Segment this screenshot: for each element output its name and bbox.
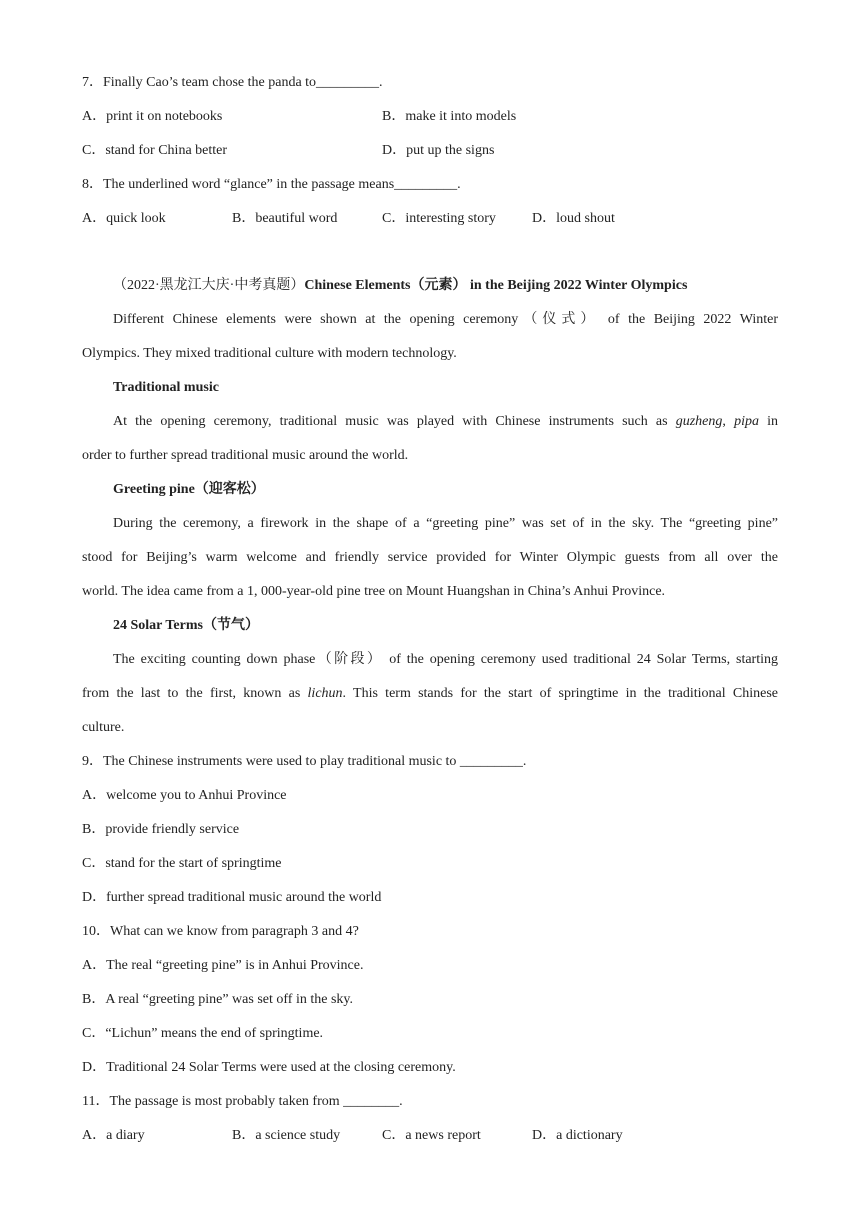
term-lichun: lichun <box>307 686 343 701</box>
q10-option-d: D．Traditional 24 Solar Terms were used at the closing ceremony. <box>82 1060 456 1075</box>
q10-option-b: B．A real “greeting pine” was set off in the sky. <box>82 992 353 1007</box>
q9-option-b: B．provide friendly service <box>82 822 240 837</box>
passage-p4-line1: The exciting counting down phase（阶段） of the opening ceremony used traditional 24 Solar Terms, starting <box>113 652 778 667</box>
q7-option-b: B．make it into models <box>382 109 517 124</box>
passage-p4-line3: culture. <box>82 720 125 735</box>
q11-stem: 11．The passage is most probably taken from ________. <box>82 1094 403 1109</box>
q8-option-a: A．quick look <box>82 211 166 226</box>
passage-p3-line1: During the ceremony, a firework in the shape of a “greeting pine” was set of in the sky. The “greeting pine” <box>113 516 778 531</box>
passage-p3-line3: world. The idea came from a 1, 000-year-old pine tree on Mount Huangshan in China’s Anhui Province. <box>82 584 666 599</box>
q11-option-c: C．a news report <box>382 1128 481 1143</box>
q8-option-d: D．loud shout <box>532 211 615 226</box>
passage-p1-line2: Olympics. They mixed traditional culture with modern technology. <box>82 346 457 361</box>
q9-option-c: C．stand for the start of springtime <box>82 856 282 871</box>
passage-source: （2022·黑龙江大庆·中考真题） <box>113 278 305 293</box>
passage-p2-line1: At the opening ceremony, traditional music was played with Chinese instruments such as guzheng, pipa in <box>113 414 778 429</box>
q7-option-d: D．put up the signs <box>382 143 495 158</box>
q8-stem: 8．The underlined word “glance” in the passage means_________. <box>82 177 461 192</box>
q10-stem: 10．What can we know from paragraph 3 and 4? <box>82 924 359 939</box>
section-heading-solar-terms: 24 Solar Terms（节气） <box>113 618 259 633</box>
q10-option-a: A．The real “greeting pine” is in Anhui Province. <box>82 958 364 973</box>
passage-title: Chinese Elements（元素） in the Beijing 2022 Winter Olympics <box>304 278 688 293</box>
q9-stem: 9．The Chinese instruments were used to play traditional music to _________. <box>82 754 527 769</box>
passage-p4-line2: from the last to the first, known as lichun. This term stands for the start of springtime in the traditional Chinese <box>82 686 778 701</box>
q11-option-a: A．a diary <box>82 1128 145 1143</box>
q7-option-a: A．print it on notebooks <box>82 109 223 124</box>
q10-option-c: C．“Lichun” means the end of springtime. <box>82 1026 324 1041</box>
passage-p1-line1: Different Chinese elements were shown at the opening ceremony（仪式） of the Beijing 2022 Winter <box>113 312 778 327</box>
passage-heading <box>113 276 687 296</box>
term-guzheng: guzheng <box>675 414 723 429</box>
q7-stem: 7．Finally Cao’s team chose the panda to_________. <box>82 75 383 90</box>
q8-option-c: C．interesting story <box>382 211 496 226</box>
q11-option-b: B．a science study <box>232 1128 341 1143</box>
q9-option-a: A．welcome you to Anhui Province <box>82 788 287 803</box>
passage-p2-line2: order to further spread traditional music around the world. <box>82 448 409 463</box>
q11-option-d: D．a dictionary <box>532 1128 623 1143</box>
section-heading-greeting-pine: Greeting pine（迎客松） <box>113 482 265 497</box>
q9-option-d: D．further spread traditional music around the world <box>82 890 382 905</box>
q7-option-c: C．stand for China better <box>82 143 228 158</box>
section-heading-traditional-music: Traditional music <box>113 380 219 395</box>
q8-option-b: B．beautiful word <box>232 211 338 226</box>
term-pipa: pipa <box>734 414 759 429</box>
passage-p3-line2: stood for Beijing’s warm welcome and friendly service provided for Winter Olympic guests from all over the <box>82 550 778 565</box>
